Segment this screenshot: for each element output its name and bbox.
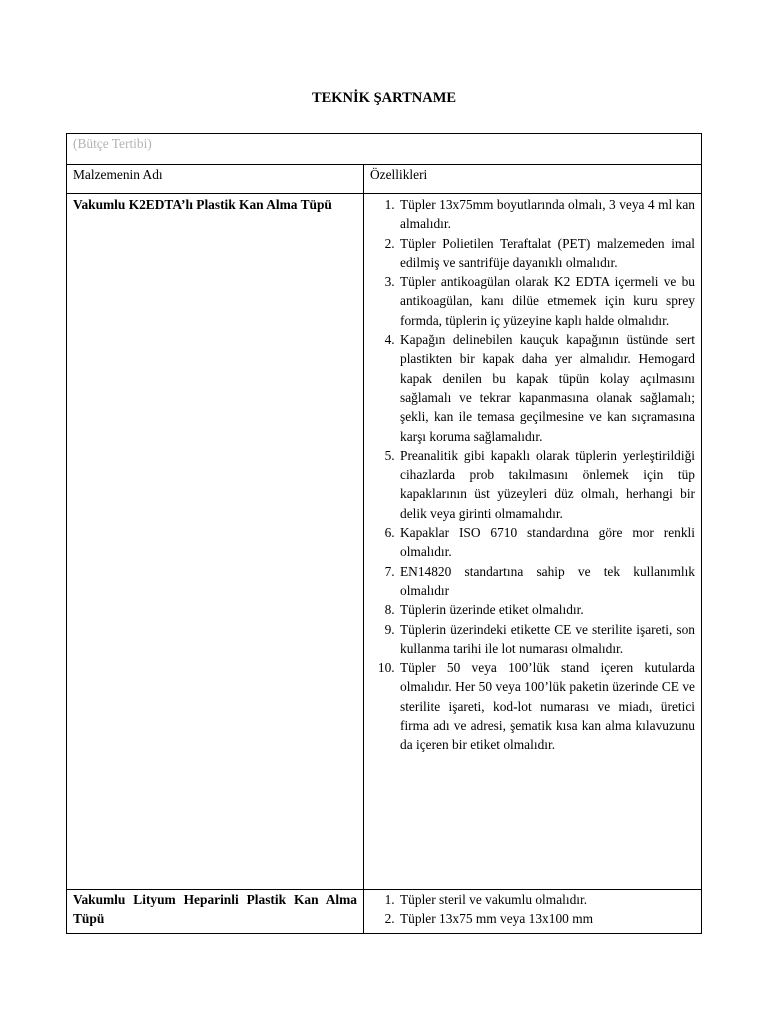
feature-item: 2. Tüpler Polietilen Teraftalat (PET) malzemeden imal edilmiş ve santrifüje dayanıklı olmalıdır. bbox=[398, 234, 695, 273]
features-list bbox=[370, 195, 695, 755]
product-name-text: Vakumlu Lityum Heparinli Plastik Kan Alma Tüpü bbox=[73, 892, 357, 927]
feature-item: 4. Kapağın delinebilen kauçuk kapağının üstünde sert plastikten bir kapak daha yer almalıdır. Hemogard kapak denilen bu kapak tüpün kolay açılmasını sağlamalı ve tekrar kapanmasına olanak sağlamalı; şekli, kan ile temasa geçilmesine ve kan sıçramasına karşı koruma sağlamalıdır. bbox=[398, 330, 695, 446]
header-features: Özellikleri bbox=[364, 165, 702, 194]
header-row bbox=[67, 165, 702, 194]
budget-label: (Bütçe Tertibi) bbox=[67, 134, 702, 165]
product-name bbox=[67, 890, 364, 934]
feature-item: 3. Tüpler antikoagülan olarak K2 EDTA içermeli ve bu antikoagülan, kanı dilüe etmemek için kuru sprey formda, tüplerin iç yüzeyine kaplı halde olmalıdır. bbox=[398, 272, 695, 330]
feature-item: 2. Tüpler 13x75 mm veya 13x100 mm bbox=[398, 909, 695, 928]
feature-item: 9. Tüplerin üzerindeki etikette CE ve sterilite işareti, son kullanma tarihi ile lot numarası olmalıdır. bbox=[398, 620, 695, 659]
table-row bbox=[67, 194, 702, 890]
feature-item: 10. Tüpler 50 veya 100’lük stand içeren kutularda olmalıdır. Her 50 veya 100’lük paketin üzerinde CE ve sterilite işareti, kod-lot numarası ve miadı, üretici firma adı ve adresi, şematik kısa kan alma kılavuzunu da içeren bir etiket olmalıdır. bbox=[398, 658, 695, 754]
product-name: Vakumlu K2EDTA’lı Plastik Kan Alma Tüpü bbox=[67, 194, 364, 890]
budget-row bbox=[67, 134, 702, 165]
table-row bbox=[67, 890, 702, 934]
features-clip bbox=[370, 890, 695, 930]
specification-table bbox=[66, 133, 702, 934]
feature-item: 8. Tüplerin üzerinde etiket olmalıdır. bbox=[398, 600, 695, 619]
features-list bbox=[370, 890, 695, 929]
feature-item: 1. Tüpler 13x75mm boyutlarında olmalı, 3 veya 4 ml kan almalıdır. bbox=[398, 195, 695, 234]
feature-item: 6. Kapaklar ISO 6710 standardına göre mor renkli olmalıdır. bbox=[398, 523, 695, 562]
header-material-name: Malzemenin Adı bbox=[67, 165, 364, 194]
features-cell bbox=[364, 194, 702, 890]
features-cell bbox=[364, 890, 702, 934]
feature-item: 1. Tüpler steril ve vakumlu olmalıdır. bbox=[398, 890, 695, 909]
feature-item: 5. Preanalitik gibi kapaklı olarak tüplerin yerleştirildiği cihazlarda prob takılmasını önlemek için tüp kapaklarının üst yüzeyleri düz olmalı, herhangi bir delik veya girinti olmamalıdır. bbox=[398, 446, 695, 523]
feature-item: 7. EN14820 standartına sahip ve tek kullanımlık olmalıdır bbox=[398, 562, 695, 601]
document-title: TEKNİK ŞARTNAME bbox=[311, 90, 457, 106]
